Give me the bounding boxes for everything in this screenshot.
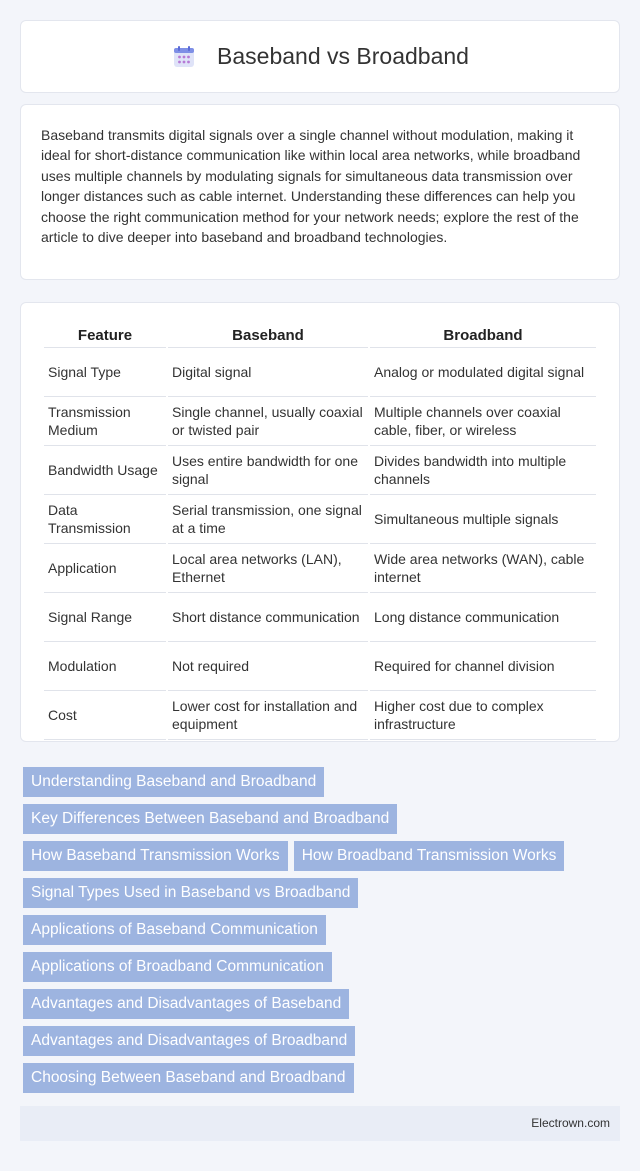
table-cell: Short distance communication — [168, 593, 368, 642]
table-cell: Serial transmission, one signal at a time — [168, 495, 368, 544]
table-cell: Single channel, usually coaxial or twisted pair — [168, 397, 368, 446]
table-row — [44, 446, 596, 495]
table-header-cell: Broadband — [370, 323, 596, 348]
footer-site-name: Electrown.com — [531, 1116, 610, 1130]
related-article-link[interactable]: Advantages and Disadvantages of Baseband — [23, 989, 349, 1019]
table-cell: Not required — [168, 642, 368, 691]
related-article-link[interactable]: Choosing Between Baseband and Broadband — [23, 1063, 354, 1093]
table-row — [44, 544, 596, 593]
related-article-link[interactable]: Signal Types Used in Baseband vs Broadband — [23, 878, 358, 908]
link-row — [23, 1026, 623, 1056]
table-cell: Uses entire bandwidth for one signal — [168, 446, 368, 495]
table-header-row — [44, 323, 596, 348]
link-row — [23, 989, 623, 1019]
table-cell: Bandwidth Usage — [44, 446, 166, 495]
table-cell: Local area networks (LAN), Ethernet — [168, 544, 368, 593]
related-article-link[interactable]: Applications of Baseband Communication — [23, 915, 326, 945]
link-row — [23, 878, 623, 908]
table-cell: Signal Range — [44, 593, 166, 642]
link-row — [23, 841, 623, 871]
table-cell: Required for channel division — [370, 642, 596, 691]
related-article-link[interactable]: Advantages and Disadvantages of Broadband — [23, 1026, 355, 1056]
comparison-table-card — [20, 302, 620, 742]
table-cell: Cost — [44, 691, 166, 740]
table-row — [44, 495, 596, 544]
link-row — [23, 804, 623, 834]
table-header-cell: Feature — [44, 323, 166, 348]
table-cell: Simultaneous multiple signals — [370, 495, 596, 544]
table-row — [44, 397, 596, 446]
related-article-link[interactable]: How Broadband Transmission Works — [294, 841, 565, 871]
related-article-link[interactable]: Key Differences Between Baseband and Broadband — [23, 804, 397, 834]
link-row — [23, 1063, 623, 1093]
table-cell: Application — [44, 544, 166, 593]
table-cell: Transmission Medium — [44, 397, 166, 446]
footer — [20, 1106, 620, 1141]
calendar-grid-icon — [171, 44, 197, 70]
table-cell: Modulation — [44, 642, 166, 691]
table-cell: Divides bandwidth into multiple channels — [370, 446, 596, 495]
related-article-link[interactable]: Understanding Baseband and Broadband — [23, 767, 324, 797]
page-title: Baseband vs Broadband — [217, 43, 469, 69]
link-row — [23, 915, 623, 945]
table-cell: Signal Type — [44, 348, 166, 397]
related-article-link[interactable]: Applications of Broadband Communication — [23, 952, 332, 982]
related-links — [23, 767, 623, 1100]
table-cell: Multiple channels over coaxial cable, fiber, or wireless — [370, 397, 596, 446]
related-article-link[interactable]: How Baseband Transmission Works — [23, 841, 288, 871]
table-cell: Digital signal — [168, 348, 368, 397]
table-cell: Lower cost for installation and equipment — [168, 691, 368, 740]
comparison-table — [42, 323, 598, 740]
table-row — [44, 593, 596, 642]
table-cell: Wide area networks (WAN), cable internet — [370, 544, 596, 593]
table-row — [44, 691, 596, 740]
table-header-cell: Baseband — [168, 323, 368, 348]
link-row — [23, 767, 623, 797]
intro-paragraph: Baseband transmits digital signals over a single channel without modulation, making it ideal for short-distance communication like within local area networks, while broadband uses multiple channels by modulating signals for simultaneous data transmission over longer distances such as cable internet. Understanding these differences can help you choose the right communication method for your network needs; explore the rest of the article to dive deeper into baseband and broadband technologies. — [41, 127, 581, 246]
intro-card — [20, 104, 620, 280]
link-row — [23, 952, 623, 982]
table-row — [44, 348, 596, 397]
title-card — [20, 20, 620, 93]
table-row — [44, 642, 596, 691]
table-cell: Higher cost due to complex infrastructure — [370, 691, 596, 740]
table-cell: Data Transmission — [44, 495, 166, 544]
table-cell: Long distance communication — [370, 593, 596, 642]
table-cell: Analog or modulated digital signal — [370, 348, 596, 397]
